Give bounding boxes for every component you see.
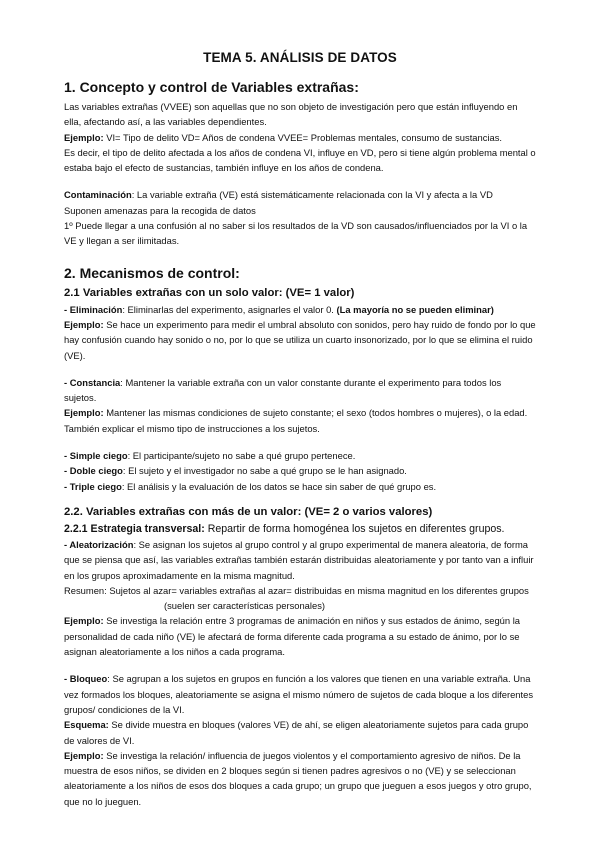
eliminacion: [64, 302, 536, 317]
s1-intro: Las variables extrañas (VVEE) son aquellas que no son objeto de investigación pero que están influyendo en ella, afectando así, a las variables dependientes.: [64, 101, 518, 128]
doble-text: : El sujeto y el investigador no sabe a qué grupo se le han asignado.: [122, 465, 407, 477]
section-1-heading: 1. Concepto y control de Variables extrañas:: [64, 79, 359, 95]
section-2-heading: 2. Mecanismos de control:: [64, 264, 240, 281]
section-2-2-1: [64, 521, 536, 537]
bloqueo: [64, 671, 536, 717]
s221-label: 2.2.1 Estrategia transversal:: [64, 522, 205, 535]
s1-ejemplo-label: Ejemplo:: [64, 131, 104, 143]
esq-label: Esquema:: [64, 719, 109, 731]
elim-ej-text: Se hace un experimento para medir el umbral absoluto con sonidos, pero hay ruido de fondo por lo que hay confusión cuando hay sonido o no, por lo que se utiliza un cuarto insonorizado, por lo que se elimina el ruido (VE).: [64, 318, 536, 361]
const-ej-text: Mantener las mismas condiciones de sujeto constante; el sexo (todos hombres o mujeres), o la edad. También explicar el mismo tipo de instrucciones a los sujetos.: [64, 407, 528, 434]
bloq-ej-text: Se investiga la relación/ influencia de juegos violentos y el comportamiento agresivo de niños. De la muestra de esos niños, se dividen en 2 bloques según si tienen padres agresivos o no (VE) y se seleccionan aleatoriamente a los niños de esos dos bloques a cada grupo; un grupo que jueguen a esos juegos y otro grupo, que no lo jueguen.: [64, 749, 532, 807]
alea-label: - Aleatorización: [64, 538, 134, 550]
const-text: : Mantener la variable extraña con un valor constante durante el experimento para todos los sujetos.: [64, 376, 502, 404]
bloqueo-ejemplo: [64, 748, 536, 809]
elim-ej-label: Ejemplo:: [64, 318, 104, 330]
esquema: [64, 717, 536, 748]
alea-ej-text: Se investiga la relación entre 3 programas de animación en niños y sus estados de ánimo, según la personalidad de cada niño (VE) le afectará de forma diferente cada programa a su estado de ánimo, por lo se asignan aleatoriamente a los niños a cada programa.: [64, 615, 520, 658]
simple-label: - Simple ciego: [64, 450, 128, 462]
elim-text: : Eliminarlas del experimento, asignarles el valor 0.: [122, 303, 337, 315]
triple-text: : El análisis y la evaluación de los datos se hace sin saber de qué grupo es.: [121, 480, 437, 492]
s221-text: Repartir de forma homogénea los sujetos en diferentes grupos.: [204, 522, 505, 535]
doble-ciego: [64, 463, 536, 478]
eliminacion-ejemplo: [64, 317, 536, 363]
triple-ciego: [64, 479, 536, 494]
resumen: [64, 583, 536, 614]
elim-label: - Eliminación: [64, 303, 123, 315]
simple-ciego: [64, 448, 536, 463]
s1-contam-text: : La variable extraña (VE) está sistemáticamente relacionada con la VI y afecta a la VD: [131, 189, 493, 201]
s1-es-decir: Es decir, el tipo de delito afectada a los años de condena VI, influye en VD, pero si tiene algún problema mental o estaba bajo el efecto de sustancias, también influye en los años de condena.: [64, 146, 536, 174]
alea-text: : Se asignan los sujetos al grupo control y al grupo experimental de manera aleatoria, de forma que se piensa que así, las variables extrañas también estarán distribuidas aleatoriamente y por tanto van a influir en los grupos aproximadamente en la misma magnitud.: [64, 538, 534, 581]
const-ej-label: Ejemplo:: [64, 407, 104, 419]
section-2-1-heading: 2.1 Variables extrañas con un solo valor: (VE= 1 valor): [64, 286, 355, 299]
section-2-2-heading: 2.2. Variables extrañas con más de un valor: (VE= 2 o varios valores): [64, 505, 433, 518]
document-title: TEMA 5. ANÁLISIS DE DATOS: [203, 50, 397, 65]
triple-label: - Triple ciego: [64, 480, 122, 492]
s1-contam-label: Contaminación: [64, 189, 132, 201]
s1-contaminacion: [64, 187, 536, 202]
esq-text: Se divide muestra en bloques (valores VE) de ahí, se eligen aleatoriamente sujetos para cada grupo de valores de VI.: [64, 719, 529, 746]
bloq-ej-label: Ejemplo:: [64, 749, 104, 761]
const-label: - Constancia: [64, 376, 121, 388]
s1-suponen: Suponen amenazas para la recogida de datos: [64, 204, 256, 216]
doble-label: - Doble ciego: [64, 465, 123, 477]
resumen-2: (suelen ser características personales): [164, 600, 326, 612]
constancia-ejemplo: [64, 405, 536, 436]
aleatorizacion-ejemplo: [64, 613, 536, 659]
bloq-label: - Bloqueo: [64, 673, 108, 685]
resumen-1: Resumen: Sujetos al azar= variables extrañas al azar= distribuidas en misma magnitud en los diferentes grupos: [64, 584, 529, 596]
s1-ejemplo-text: VI= Tipo de delito VD= Años de condena VVEE= Problemas mentales, consumo de sustancias.: [103, 131, 503, 143]
alea-ej-label: Ejemplo:: [64, 615, 104, 627]
bloq-text: : Se agrupan a los sujetos en grupos en función a los valores que tienen en una variable extraña. Una vez formados los bloques, aleatoriamente se asigna el mismo número de sujetos de cada bloque a los diferentes grupos/ condiciones de la VI.: [64, 673, 534, 715]
elim-bold: (La mayoría no se pueden eliminar): [336, 303, 494, 315]
constancia: [64, 375, 536, 406]
s1-primero: 1º Puede llegar a una confusión al no saber si los resultados de la VD son causados/influenciados por la VI o la VE y llegan a ser ilimitadas.: [64, 220, 528, 247]
simple-text: : El participante/sujeto no sabe a qué grupo pertenece.: [127, 450, 356, 462]
aleatorizacion: [64, 537, 536, 583]
s1-ejemplo: [64, 130, 536, 145]
